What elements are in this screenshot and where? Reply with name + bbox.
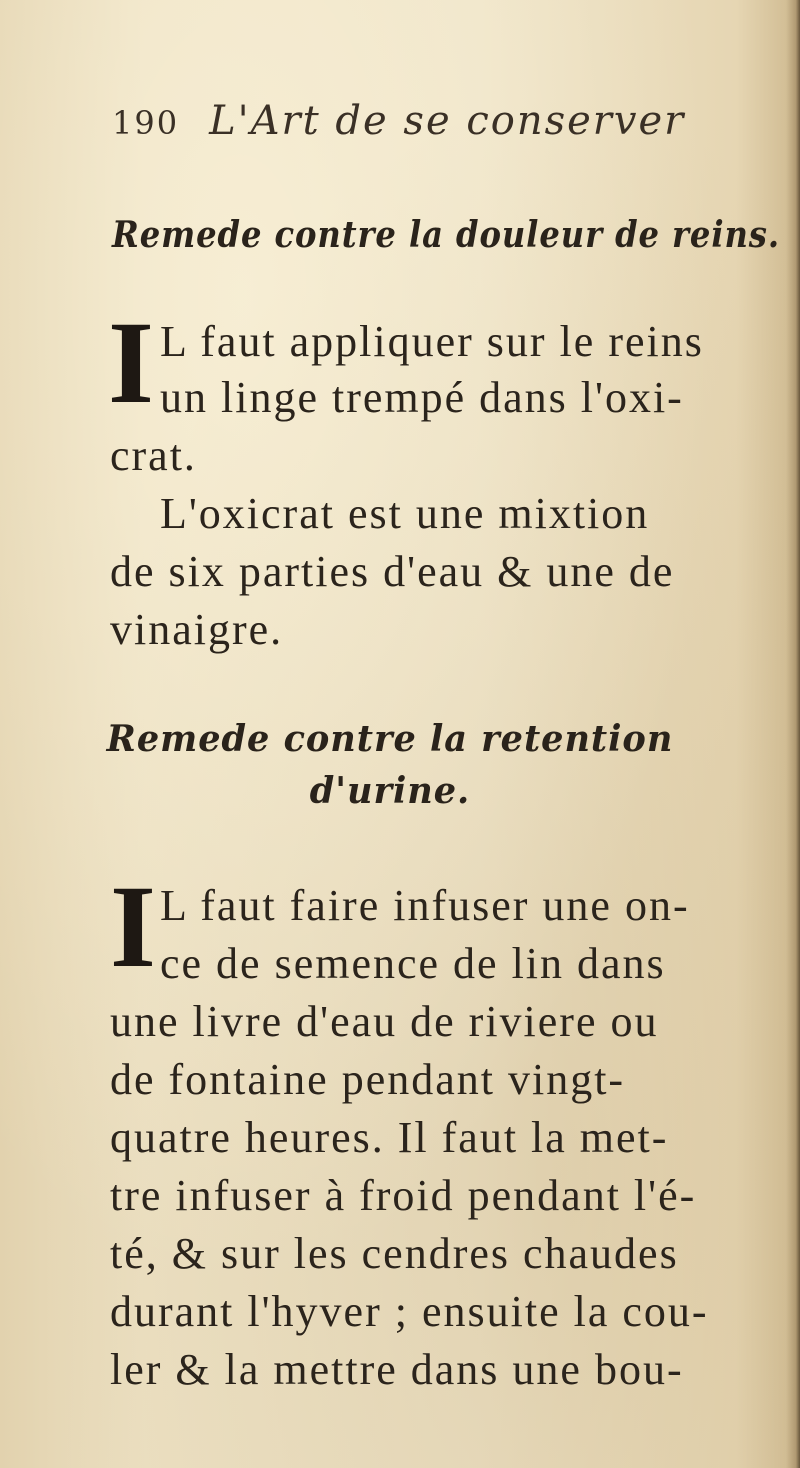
text-line: ce de semence de lin dans xyxy=(160,939,666,988)
drop-cap-2: I xyxy=(110,861,156,992)
running-header xyxy=(112,98,685,144)
text-line: tre infuser à froid pendant l'é- xyxy=(110,1171,697,1220)
text-line: de six parties d'eau & une de xyxy=(110,547,675,596)
drop-cap-1: I xyxy=(108,297,154,428)
text-line: L'oxicrat est une mixtion xyxy=(160,489,650,538)
text-line: durant l'hyver ; ensuite la cou- xyxy=(110,1287,709,1336)
text-line: vinaigre. xyxy=(110,605,284,654)
running-title: L'Art de se conserver xyxy=(209,98,686,144)
text-line: L faut faire infuser une on- xyxy=(160,881,690,930)
text-line: de fontaine pendant vingt- xyxy=(110,1055,626,1104)
text-line: quatre heures. Il faut la met- xyxy=(110,1113,669,1162)
text-line: té, & sur les cendres chaudes xyxy=(110,1229,679,1278)
page-number: 190 xyxy=(112,104,180,142)
page-gutter-shadow xyxy=(786,0,800,1468)
text-line: un linge trempé dans l'oxi- xyxy=(160,373,684,422)
text-line: une livre d'eau de riviere ou xyxy=(110,997,659,1046)
section-title-retention-urine-cont: d'urine. xyxy=(309,770,471,812)
section-title-douleur-reins: Remede contre la douleur de reins. xyxy=(112,214,780,256)
text-line: L faut appliquer sur le reins xyxy=(160,317,704,366)
section-title-retention-urine: Remede contre la retention xyxy=(106,718,674,760)
text-line: crat. xyxy=(110,431,197,480)
text-line: ler & la mettre dans une bou- xyxy=(110,1345,684,1394)
